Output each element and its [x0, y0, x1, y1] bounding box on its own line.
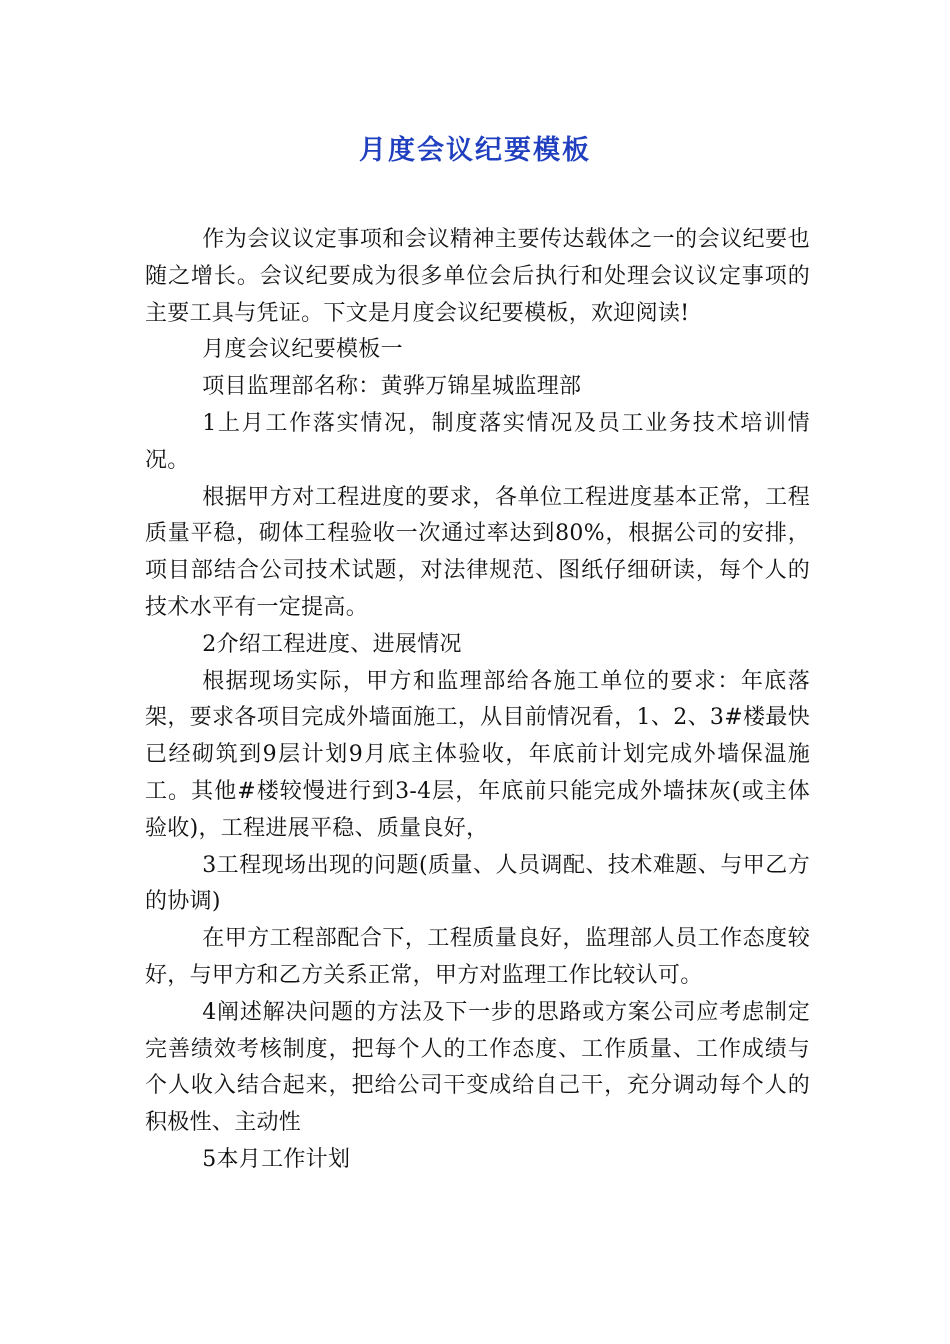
section-3-body: 在甲方工程部配合下，工程质量良好，监理部人员工作态度较好，与甲方和乙方关系正常，甲方对监理工作比较认可。: [145, 926, 810, 988]
document-title: 月度会议纪要模板: [359, 135, 591, 166]
intro-paragraph: 作为会议议定事项和会议精神主要传达载体之一的会议纪要也随之增长。会议纪要成为很多单位会后执行和处理会议议定事项的主要工具与凭证。下文是月度会议纪要模板，欢迎阅读!: [145, 227, 810, 326]
document-body: [145, 222, 810, 1179]
section-4-paragraph: 4阐述解决问题的方法及下一步的思路或方案公司应考虑制定完善绩效考核制度，把每个人的工作态度、工作质量、工作成绩与个人收入结合起来，把给公司干变成给自己干，充分调动每个人的积极性、主动性: [145, 999, 810, 1136]
project-name-line: 项目监理部名称：黄骅万锦星城监理部: [202, 374, 582, 400]
section-1-body: 根据甲方对工程进度的要求，各单位工程进度基本正常，工程质量平稳，砌体工程验收一次通过率达到80%，根据公司的安排，项目部结合公司技术试题，对法律规范、图纸仔细研读，每个人的技术水平有一定提高。: [145, 484, 810, 620]
template-heading: 月度会议纪要模板一: [202, 337, 403, 363]
section-2-heading: 2介绍工程进度、进展情况: [202, 631, 462, 657]
section-5-heading: 5本月工作计划: [202, 1146, 351, 1172]
section-2-body: 根据现场实际，甲方和监理部给各施工单位的要求：年底落架，要求各项目完成外墙面施工，从目前情况看，1、2、3#楼最快已经砌筑到9层计划9月底主体验收，年底前计划完成外墙保温施工。其他#楼较慢进行到3-4层，年底前只能完成外墙抹灰(或主体验收)，工程进展平稳、质量良好，: [145, 668, 810, 841]
section-3-heading: 3工程现场出现的问题(质量、人员调配、技术难题、与甲乙方的协调): [145, 852, 810, 915]
section-1-heading: 1上月工作落实情况，制度落实情况及员工业务技术培训情况。: [145, 410, 810, 473]
